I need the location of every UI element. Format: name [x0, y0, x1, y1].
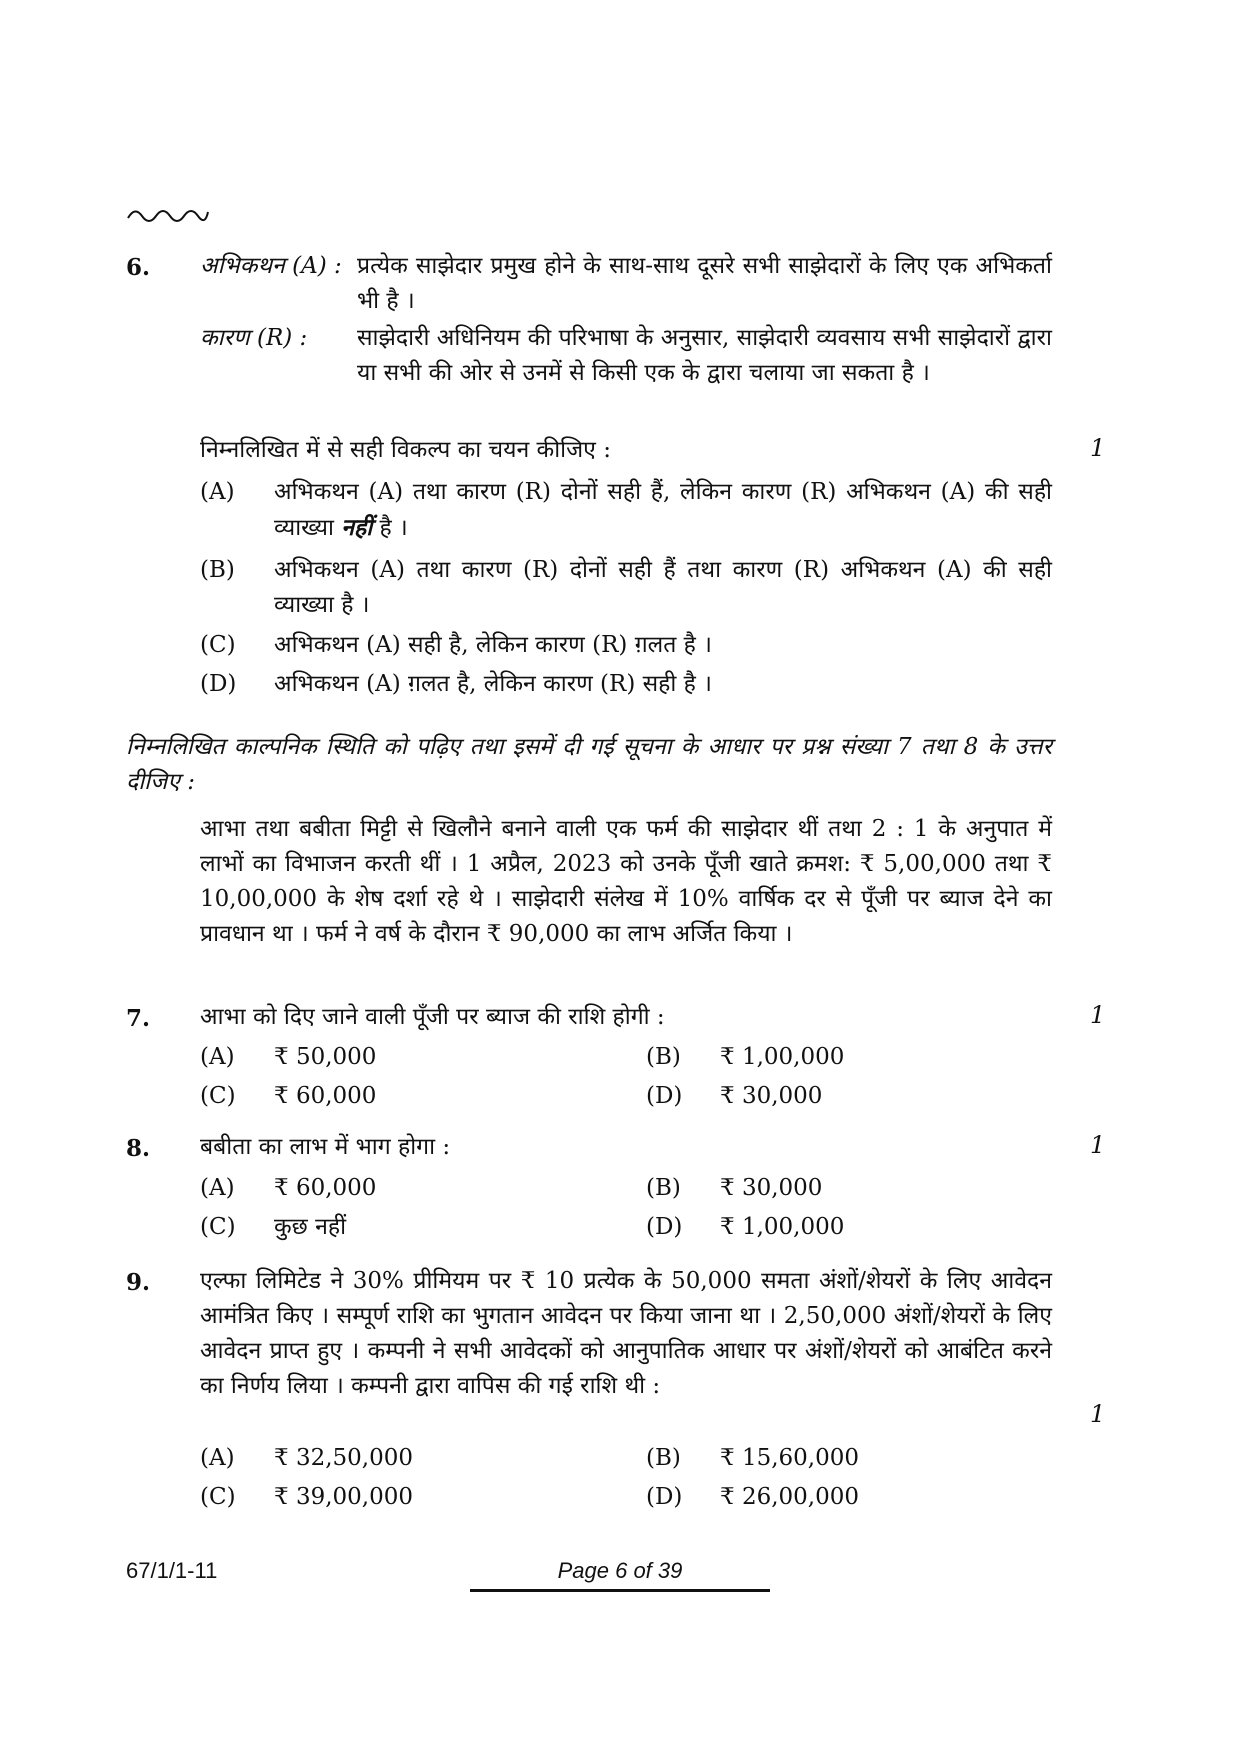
q8-option-letter: (B)	[646, 1175, 681, 1201]
q9-number: 9.	[126, 1269, 151, 1296]
q9-option-letter: (D)	[646, 1484, 683, 1510]
q7-number: 7.	[126, 1005, 151, 1032]
q7-option-a: ₹ 50,000	[274, 1044, 377, 1070]
q9-option-b: ₹ 15,60,000	[720, 1445, 859, 1471]
q8-marks: 1	[1090, 1131, 1106, 1159]
q8-option-d: ₹ 1,00,000	[720, 1214, 845, 1240]
q6-option-a-part2: है ।	[379, 515, 408, 541]
q6-option-letter: (C)	[200, 632, 236, 658]
q7-option-letter: (B)	[646, 1044, 681, 1070]
q6-number: 6.	[126, 254, 151, 281]
case-passage: आभा तथा बबीता मिट्टी से खिलौने बनाने वाली एक फर्म की साझेदार थीं तथा 2 : 1 के अनुपात में लाभों का विभाजन करती थीं । 1 अप्रैल, 2023 को उनके पूँजी खाते क्रमश: ₹ 5,00,000 तथा ₹ 10,00,000 के शेष दर्शा रहे थे । साझेदारी संलेख में 10% वार्षिक दर से पूँजी पर ब्याज देने का प्रावधान था । फर्म ने वर्ष के दौरान ₹ 90,000 का लाभ अर्जित किया ।	[200, 816, 1052, 947]
q7-marks: 1	[1090, 1001, 1106, 1029]
q9-marks: 1	[1090, 1400, 1106, 1428]
q6-option-letter: (A)	[200, 479, 235, 505]
q8-number: 8.	[126, 1135, 151, 1162]
q7-option-letter: (A)	[200, 1044, 235, 1070]
q8-option-b: ₹ 30,000	[720, 1175, 823, 1201]
q6-assertion-text: प्रत्येक साझेदार प्रमुख होने के साथ-साथ दूसरे सभी साझेदारों के लिए एक अभिकर्ता भी है ।	[357, 253, 1052, 314]
q6-prompt: निम्नलिखित में से सही विकल्प का चयन कीजिए :	[200, 437, 611, 463]
q7-option-d: ₹ 30,000	[720, 1083, 823, 1109]
q6-option-c-text: अभिकथन (A) सही है, लेकिन कारण (R) ग़लत है ।	[274, 632, 712, 658]
q6-assertion-label: अभिकथन (A) :	[200, 253, 342, 279]
q6-marks: 1	[1090, 434, 1106, 462]
q9-option-d: ₹ 26,00,000	[720, 1484, 859, 1510]
q6-option-letter: (D)	[200, 671, 237, 697]
q6-option-a-text	[274, 475, 1052, 546]
q6-option-d-text: अभिकथन (A) ग़लत है, लेकिन कारण (R) सही है ।	[274, 671, 712, 697]
q7-option-letter: (C)	[200, 1083, 236, 1109]
q9-option-a: ₹ 32,50,000	[274, 1445, 413, 1471]
q6-option-a-emphasis: नहीं	[341, 514, 373, 541]
q8-option-letter: (A)	[200, 1175, 235, 1201]
page-number: Page 6 of 39	[557, 1558, 683, 1583]
paper-code: 67/1/1-11	[126, 1558, 218, 1583]
squiggle-decoration	[126, 204, 210, 226]
q9-option-letter: (C)	[200, 1484, 236, 1510]
q8-option-c: कुछ नहीं	[274, 1214, 347, 1240]
q8-option-letter: (C)	[200, 1214, 236, 1240]
q6-option-a-part1: अभिकथन (A) तथा कारण (R) दोनों सही हैं, लेकिन कारण (R) अभिकथन (A) की सही व्याख्या	[274, 479, 1052, 541]
footer-divider	[470, 1589, 770, 1592]
q7-option-b: ₹ 1,00,000	[720, 1044, 845, 1070]
q7-text: आभा को दिए जाने वाली पूँजी पर ब्याज की राशि होगी :	[200, 1004, 665, 1030]
q9-option-letter: (A)	[200, 1445, 235, 1471]
q8-text: बबीता का लाभ में भाग होगा :	[200, 1134, 451, 1160]
q9-option-letter: (B)	[646, 1445, 681, 1471]
q9-option-c: ₹ 39,00,000	[274, 1484, 413, 1510]
q6-option-letter: (B)	[200, 557, 235, 583]
q6-reason-label: कारण (R) :	[200, 325, 308, 351]
q6-option-b-text: अभिकथन (A) तथा कारण (R) दोनों सही हैं तथा कारण (R) अभिकथन (A) की सही व्याख्या है ।	[274, 557, 1052, 618]
q9-text: एल्फा लिमिटेड ने 30% प्रीमियम पर ₹ 10 प्रत्येक के 50,000 समता अंशों/शेयरों के लिए आवेदन आमंत्रित किए । सम्पूर्ण राशि का भुगतान आवेदन पर किया जाना था । 2,50,000 अंशों/शेयरों के लिए आवेदन प्राप्त हुए । कम्पनी ने सभी आवेदकों को आनुपातिक आधार पर अंशों/शेयरों को आबंटित करने का निर्णय लिया । कम्पनी द्वारा वापिस की गई राशि थी :	[200, 1268, 1052, 1399]
q7-option-c: ₹ 60,000	[274, 1083, 377, 1109]
q8-option-a: ₹ 60,000	[274, 1175, 377, 1201]
q7-option-letter: (D)	[646, 1083, 683, 1109]
q8-option-letter: (D)	[646, 1214, 683, 1240]
case-instruction: निम्नलिखित काल्पनिक स्थिति को पढ़िए तथा इसमें दी गई सूचना के आधार पर प्रश्न संख्या 7 तथा 8 के उत्तर दीजिए :	[126, 734, 1052, 795]
q6-reason-text: साझेदारी अधिनियम की परिभाषा के अनुसार, साझेदारी व्यवसाय सभी साझेदारों द्वारा या सभी की ओर से उनमें से किसी एक के द्वारा चलाया जा सकता है ।	[357, 325, 1052, 386]
